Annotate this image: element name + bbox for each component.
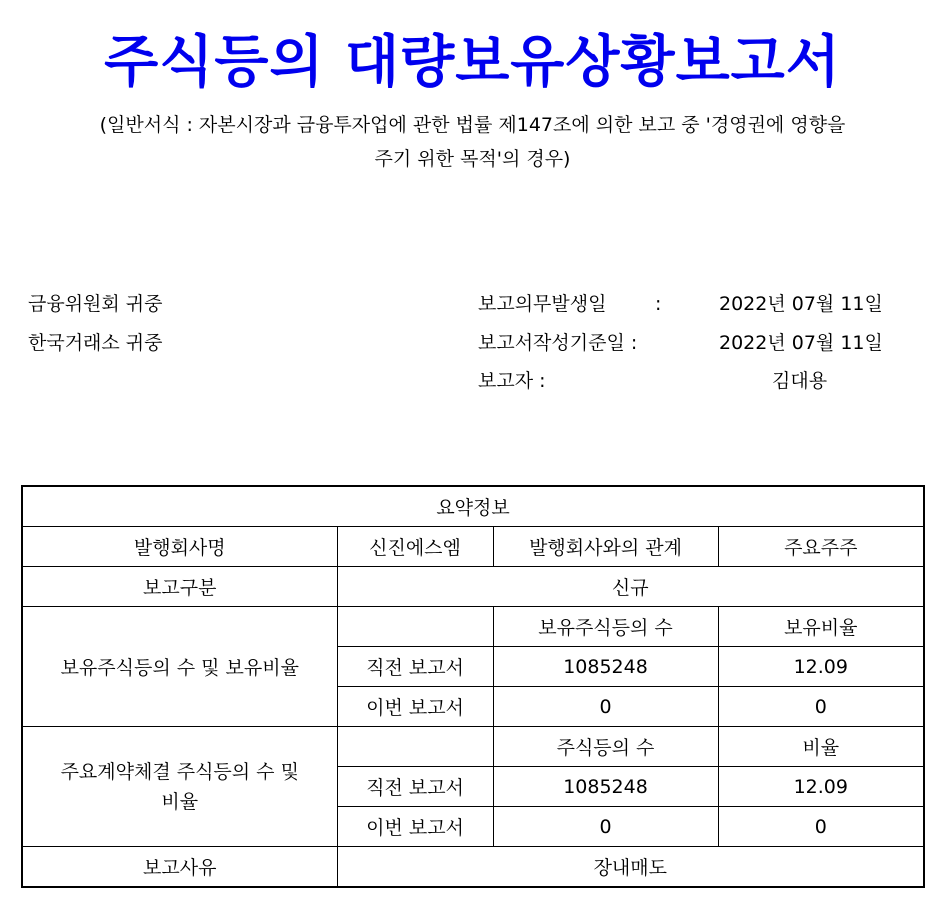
holdings-curr-label: 이번 보고서 [337, 687, 493, 727]
table-row [22, 567, 924, 607]
obligation-date-separator: : [655, 293, 662, 315]
page-title: 주식등의 대량보유상황보고서 [104, 30, 841, 95]
issuer-label: 발행회사명 [22, 527, 337, 567]
contracts-prev-ratio: 12.09 [718, 767, 924, 807]
recipient-fsc: 금융위원회 귀중 [28, 293, 163, 315]
holdings-label: 보유주식등의 수 및 보유비율 [22, 607, 337, 727]
empty-cell [337, 727, 493, 767]
page-subtitle [30, 108, 915, 176]
subtitle-line-2: 주기 위한 목적'의 경우) [374, 148, 571, 170]
contracts-curr-ratio: 0 [718, 807, 924, 847]
holdings-count-header: 보유주식등의 수 [493, 607, 718, 647]
subtitle-line-1: (일반서식 : 자본시장과 금융투자업에 관한 법률 제147조에 의한 보고 중 '경영권에 영향을 [99, 114, 846, 136]
contracts-prev-count: 1085248 [493, 767, 718, 807]
reason-label: 보고사유 [22, 847, 337, 888]
obligation-date-label: 보고의무발생일 [478, 293, 607, 315]
reporter-value: 김대용 [772, 370, 828, 392]
empty-cell [337, 607, 493, 647]
holdings-prev-count: 1085248 [493, 647, 718, 687]
contracts-curr-count: 0 [493, 807, 718, 847]
report-type-label: 보고구분 [22, 567, 337, 607]
table-row [22, 847, 924, 888]
table-row [22, 607, 924, 647]
reason-value: 장내매도 [337, 847, 924, 888]
holdings-prev-label: 직전 보고서 [337, 647, 493, 687]
issuer-value: 신진에스엠 [337, 527, 493, 567]
summary-title: 요약정보 [22, 486, 924, 527]
base-date-label: 보고서작성기준일 : [478, 332, 638, 354]
obligation-date-value: 2022년 07월 11일 [719, 293, 883, 315]
relation-label: 발행회사와의 관계 [493, 527, 718, 567]
contracts-prev-label: 직전 보고서 [337, 767, 493, 807]
holdings-curr-count: 0 [493, 687, 718, 727]
holdings-curr-ratio: 0 [718, 687, 924, 727]
contracts-ratio-header: 비율 [718, 727, 924, 767]
holdings-prev-ratio: 12.09 [718, 647, 924, 687]
reporter-label: 보고자 : [478, 370, 546, 392]
table-row [22, 486, 924, 527]
contracts-curr-label: 이번 보고서 [337, 807, 493, 847]
base-date-value: 2022년 07월 11일 [719, 332, 883, 354]
table-row [22, 727, 924, 767]
summary-table [21, 485, 925, 888]
relation-value: 주요주주 [718, 527, 924, 567]
recipient-krx: 한국거래소 귀중 [28, 332, 163, 354]
holdings-ratio-header: 보유비율 [718, 607, 924, 647]
table-row [22, 527, 924, 567]
contracts-label: 주요계약체결 주식등의 수 및 비율 [22, 727, 337, 847]
contracts-count-header: 주식등의 수 [493, 727, 718, 767]
report-type-value: 신규 [337, 567, 924, 607]
